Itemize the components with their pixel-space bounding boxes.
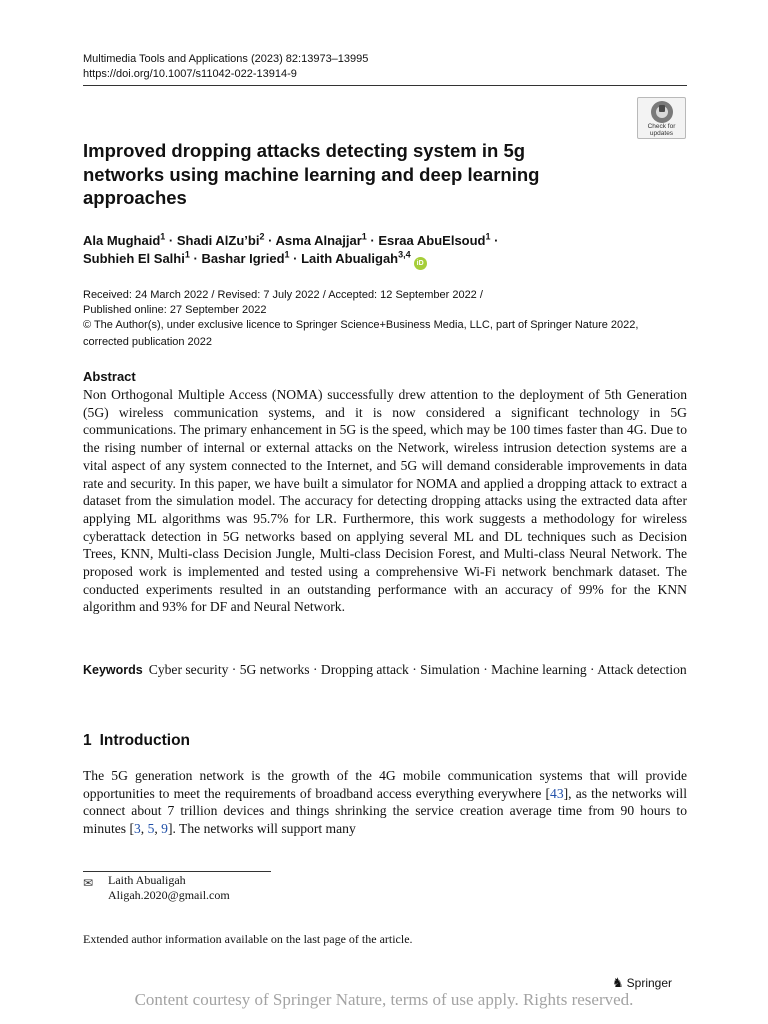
author-name[interactable]: Ala Mughaid: [83, 233, 161, 248]
author-separator: ·: [289, 251, 302, 266]
author-name[interactable]: Laith Abualigah: [301, 251, 399, 266]
citation-link[interactable]: 3: [133, 821, 141, 837]
keywords-label: Keywords: [83, 663, 143, 677]
intro-text-part: ], as the networks will connect about 7 trillion devices and things shrinking the service creation average time from 90 hours to minutes [: [83, 785, 687, 837]
watermark-text: Content courtesy of Springer Nature, terms of use apply. Rights reserved.: [134, 990, 634, 1009]
abstract-heading: Abstract: [83, 369, 136, 384]
publication-history: [83, 288, 693, 350]
citation-link[interactable]: 43: [550, 785, 564, 801]
paper-title: Improved dropping attacks detecting system in 5g networks using machine learning and deep learning approaches: [83, 140, 540, 208]
intro-text-part: ]. The networks will support many: [167, 821, 356, 837]
keywords-list: Cyber security · 5G networks · Dropping attack · Simulation · Machine learning · Attack detection: [148, 662, 687, 677]
author-affiliation: 1: [485, 231, 491, 242]
published-date: Published online: 27 September 2022: [83, 304, 267, 316]
author-affiliation: 1: [160, 231, 166, 242]
citation-link[interactable]: 9: [161, 821, 168, 837]
extended-author-info: Extended author information available on the last page of the article.: [83, 932, 413, 946]
citation-link[interactable]: 5: [147, 821, 155, 837]
corresponding-author-email[interactable]: Aligah.2020@gmail.com: [108, 888, 230, 902]
copyright-line-continued: corrected publication 2022: [83, 336, 213, 348]
author-name[interactable]: Esraa AbuElsoud: [378, 233, 486, 248]
check-for-updates-label: [638, 123, 685, 137]
author-affiliation: 3,4: [398, 249, 411, 260]
author-affiliation: 1: [284, 249, 290, 260]
author-separator: ·: [264, 233, 276, 248]
keywords: [83, 661, 687, 680]
author-name[interactable]: Shadi AlZu’bi: [176, 233, 260, 248]
bookmark-circle-icon: [651, 101, 673, 123]
author-separator: ·: [165, 233, 177, 248]
section-title: Introduction: [99, 732, 191, 749]
corresponding-author-name: Laith Abualigah: [108, 873, 186, 887]
section-heading-introduction: [83, 731, 190, 751]
doi-link[interactable]: https://doi.org/10.1007/s11042-022-13914-9: [83, 68, 297, 80]
author-separator: ·: [366, 233, 379, 248]
check-for-updates-button[interactable]: [637, 97, 686, 139]
author-separator: ·: [189, 251, 202, 266]
author-list: [83, 232, 683, 270]
citation-separator: ,: [140, 821, 148, 837]
intro-text-part: The 5G generation network is the growth of the 4G mobile communication systems that will provide opportunities to meet the requirements of broadband access everything everywhere [: [83, 768, 687, 801]
author-affiliation: 1: [361, 231, 367, 242]
footnote-divider: [83, 871, 271, 872]
badge-line-2: updates: [649, 130, 674, 137]
author-name[interactable]: Subhieh El Salhi: [83, 251, 185, 266]
envelope-icon: ✉: [83, 876, 94, 890]
copyright-line: © The Author(s), under exclusive licence to Springer Science+Business Media, LLC, part of Springer Nature 2022,: [83, 319, 639, 331]
author-name[interactable]: Asma Alnajjar: [275, 233, 362, 248]
orcid-icon[interactable]: iD: [414, 257, 427, 270]
author-separator: ·: [490, 233, 499, 248]
citation-separator: ,: [154, 821, 162, 837]
journal-citation: Multimedia Tools and Applications (2023) 82:13973–13995: [83, 53, 369, 65]
author-name[interactable]: Bashar Igried: [201, 251, 285, 266]
introduction-body: [83, 767, 687, 838]
abstract-body: Non Orthogonal Multiple Access (NOMA) successfully drew attention to the deployment of 5th Generation (5G) wireless communication systems, and it is now considered a significant technology in 5G communications. The primary enhancement in 5G is the speed, which may be 100 times faster than 4G. Due to the rising number of internal or external attacks on the Network, wireless intrusion detection systems are a vital aspect of any system connected to the Internet, and 5G will demand considerable improvements in data rate and security. In this paper, we have built a simulator for NOMA and applied a dropping attack to extract a dataset from the simulation model. The accuracy for detecting dropping attacks using the extracted data after applying ML algorithms was 95.7% for LR. Furthermore, this work suggests a methodology for wireless cyberattack detection in 5G networks based on applying several ML and DL techniques such as Decision Trees, KNN, Multi-class Decision Jungle, Multi-class Decision Forest, and Multi-class Neural Network. The proposed work is implemented and tested using a comprehensive Wi-Fi network benchmark dataset. The conducted experiments resulted in an outstanding performance with an accuracy of 99% for the KNN algorithm and 93% for DF and Neural Network.: [83, 387, 687, 615]
author-affiliation: 2: [259, 231, 265, 242]
header-divider: [83, 85, 687, 86]
history-dates: Received: 24 March 2022 / Revised: 7 July 2022 / Accepted: 12 September 2022 /: [83, 289, 483, 301]
publisher-name: Springer: [626, 976, 673, 990]
author-affiliation: 1: [184, 249, 190, 260]
badge-line-1: Check for: [647, 123, 676, 130]
springer-horse-icon: ♞: [612, 975, 624, 990]
section-number: 1: [83, 732, 92, 749]
